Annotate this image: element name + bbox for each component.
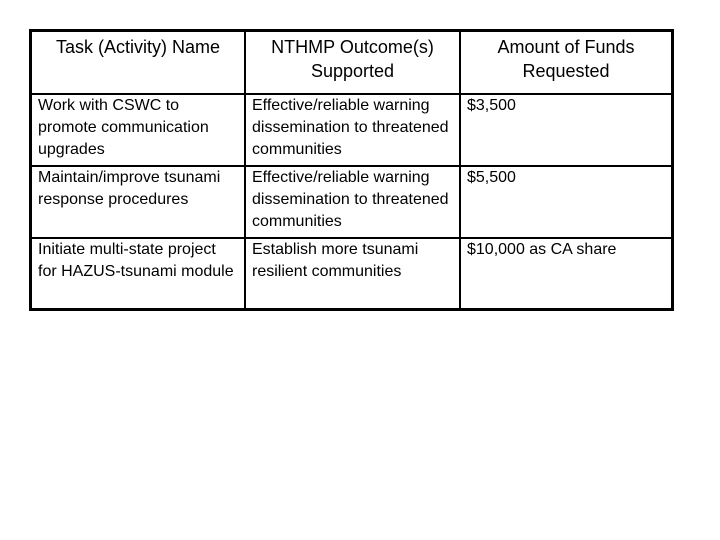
header-amount: Amount of Funds Requested bbox=[497, 37, 635, 81]
task-cell: Initiate multi-state project for HAZUS-tsunami module bbox=[32, 239, 246, 308]
header-outcome: NTHMP Outcome(s) Supported bbox=[246, 32, 461, 93]
table-header-row bbox=[32, 32, 671, 93]
amount-cell: $10,000 as CA share bbox=[467, 241, 617, 258]
amount-cell: $5,500 bbox=[467, 169, 516, 186]
header-task-name: Task (Activity) Name bbox=[32, 32, 246, 93]
table-row bbox=[32, 237, 671, 308]
task-cell: Maintain/improve tsunami response procedures bbox=[32, 167, 246, 237]
amount-cell: $3,500 bbox=[467, 97, 516, 114]
outcome-cell: Establish more tsunami resilient communities bbox=[246, 239, 461, 308]
outcome-cell: Effective/reliable warning dissemination to threatened communities bbox=[246, 167, 461, 237]
table-row bbox=[32, 93, 671, 165]
funding-table bbox=[29, 29, 674, 311]
outcome-cell: Effective/reliable warning dissemination to threatened communities bbox=[246, 95, 461, 165]
table-row bbox=[32, 165, 671, 237]
task-cell: Work with CSWC to promote communication upgrades bbox=[32, 95, 246, 165]
